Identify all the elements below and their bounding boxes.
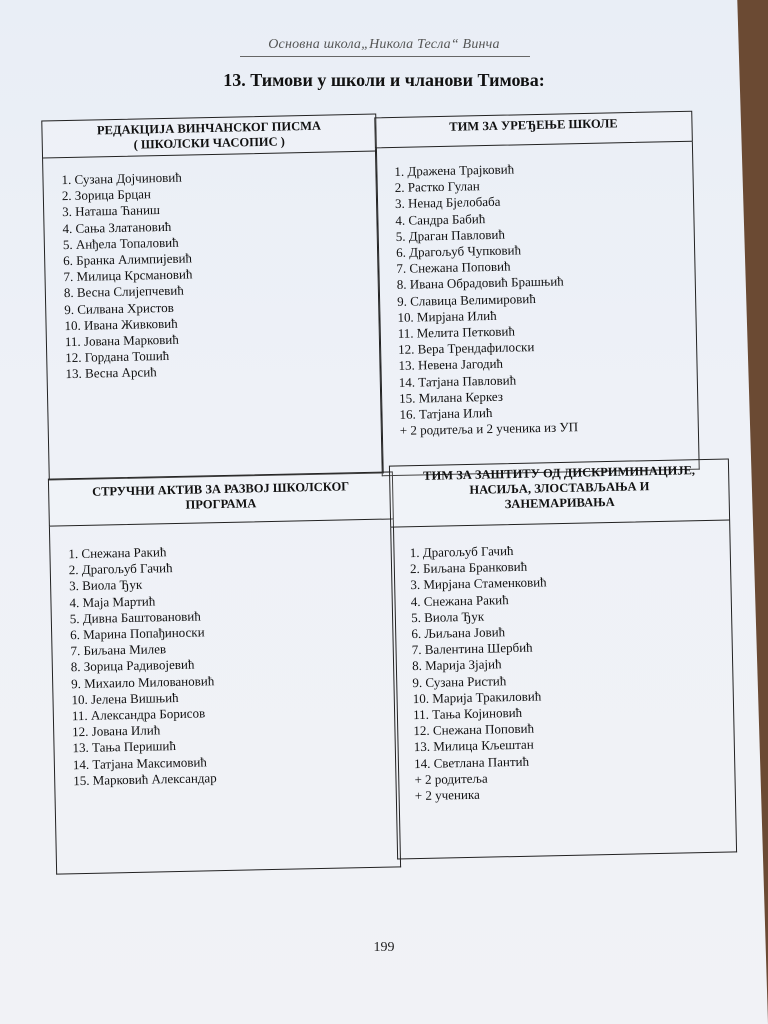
team-cell-protection (389, 458, 737, 859)
list-item: 2. Биљана Бранковић (409, 558, 528, 577)
list-item: 3. Наташа Ћаниш (62, 202, 161, 220)
list-item: 4. Маја Мартић (69, 593, 156, 610)
list-item: 8. Ивана Обрадовић Брашњић (396, 273, 564, 293)
team-title-line: РЕДАКЦИЈА ВИНЧАНСКОГ ПИСМА (96, 118, 322, 138)
list-item: 10. Марија Тракиловић (412, 688, 542, 706)
list-item: 8. Марија Зјајић (411, 656, 502, 674)
list-item: + 2 ученика (414, 786, 480, 804)
list-item: 6. Бранка Алимпијевић (63, 250, 193, 269)
section-heading: 13. Тимови у школи и чланови Тимова: (223, 70, 545, 90)
list-item: 1. Снежана Ракић (68, 544, 167, 562)
team-title-line: СТРУЧНИ АКТИВ ЗА РАЗВОЈ ШКОЛСКОГ (91, 479, 350, 499)
team-title-line: ТИМ ЗА УРЕЂЕЊЕ ШКОЛЕ (449, 116, 618, 134)
list-item: 12. Гордана Тошић (65, 348, 170, 366)
list-item: 1. Сузана Дојчиновић (61, 169, 182, 188)
list-item: 3. Ненад Бјелобаба (394, 194, 501, 212)
list-item: 7. Снежана Поповић (396, 258, 511, 277)
page-number: 199 (373, 940, 395, 955)
list-item: 14. Светлана Пантић (413, 753, 530, 771)
list-item: 8. Весна Слијепчевић (63, 283, 184, 301)
list-item: 2. Драгољуб Гачић (68, 560, 173, 578)
team-members (390, 520, 737, 859)
list-item: 5. Драган Павловић (395, 226, 506, 244)
list-item: 12. Јована Илић (72, 722, 161, 740)
team-members (49, 519, 401, 874)
list-item: 4. Сања Златановић (62, 218, 172, 236)
list-item: 11. Александра Борисов (71, 705, 206, 724)
list-item: + 2 родитеља и 2 ученика из УП (399, 419, 579, 439)
list-item: 10. Мирјана Илић (397, 307, 497, 325)
header-underline (240, 56, 530, 57)
list-item: 6. Драгољуб Чупковић (395, 242, 522, 260)
list-item: 5. Виола Ђук (410, 608, 485, 625)
list-item: 9. Славица Велимировић (396, 290, 536, 309)
team-members (42, 152, 384, 481)
list-item: 14. Татјана Павловић (398, 372, 517, 390)
list-item: 7. Милица Крсмановић (63, 266, 193, 285)
list-item: 7. Валентина Шербић (411, 639, 533, 658)
school-header: Основна школа„Никола Тесла“ Винча (268, 37, 500, 52)
list-item: 4. Сандра Бабић (395, 210, 486, 228)
team-title-line: ( ШКОЛСКИ ЧАСОПИС ) (133, 134, 286, 152)
team-title-line: ЗАНЕМАРИВАЊА (504, 494, 615, 512)
list-item: 1. Драгољуб Гачић (409, 543, 514, 561)
list-item: 1. Дражена Трајковић (394, 161, 515, 179)
list-item: 11. Јована Марковић (64, 331, 179, 350)
list-item: 9. Сузана Ристић (412, 672, 507, 690)
team-title-line: НАСИЉА, ЗЛОСТАВЉАЊА И (469, 479, 650, 497)
list-item: 10. Јелена Вишњић (71, 689, 179, 708)
team-title-line: ПРОГРАМА (185, 496, 257, 512)
list-item: + 2 родитеља (414, 770, 488, 787)
list-item: 9. Михаило Миловановић (71, 672, 215, 691)
list-item: 11. Тања Којиновић (412, 704, 523, 723)
list-item: 6. Марина Попађиноски (70, 624, 205, 643)
list-item: 14. Татјана Максимовић (72, 754, 207, 772)
team-title-line: ТИМ ЗА ЗАШТИТУ ОД ДИСКРИМИНАЦИЈЕ, (423, 463, 696, 483)
team-members (375, 142, 700, 477)
list-item: 13. Милица Кљештан (413, 737, 534, 755)
list-item: 13. Весна Арсић (65, 364, 157, 382)
list-item: 2. Растко Гулан (394, 178, 480, 196)
list-item: 15. Марковић Александар (73, 770, 217, 789)
team-cell-curriculum (48, 471, 401, 874)
list-item: 3. Виола Ђук (68, 577, 143, 594)
list-item: 6. Љиљана Јовић (411, 624, 506, 642)
list-item: 11. Мелита Петковић (397, 323, 516, 341)
list-item: 12. Снежана Поповић (413, 720, 535, 739)
list-item: 12. Вера Трендафилоски (397, 339, 535, 358)
list-item: 13. Тања Перишић (72, 738, 177, 756)
list-item: 7. Биљана Милев (70, 641, 167, 659)
list-item: 3. Мирјана Стаменковић (410, 574, 547, 593)
list-item: 5. Анђела Топаловић (62, 234, 179, 252)
list-item: 15. Милана Керкез (399, 388, 504, 406)
list-item: 16. Татјана Илић (399, 405, 493, 422)
list-item: 9. Силвана Христов (64, 299, 174, 317)
list-item: 5. Дивна Баштовановић (69, 608, 201, 627)
list-item: 13. Невена Јагодић (398, 356, 504, 374)
team-cell-editorial (41, 114, 383, 481)
team-title (48, 471, 394, 526)
list-item: 4. Снежана Ракић (410, 591, 509, 609)
list-item: 2. Зорица Брцан (61, 186, 152, 204)
list-item: 8. Зорица Радивојевић (70, 657, 195, 675)
team-cell-school-decoration (374, 111, 699, 477)
list-item: 10. Ивана Живковић (64, 315, 178, 333)
team-title (389, 458, 730, 527)
